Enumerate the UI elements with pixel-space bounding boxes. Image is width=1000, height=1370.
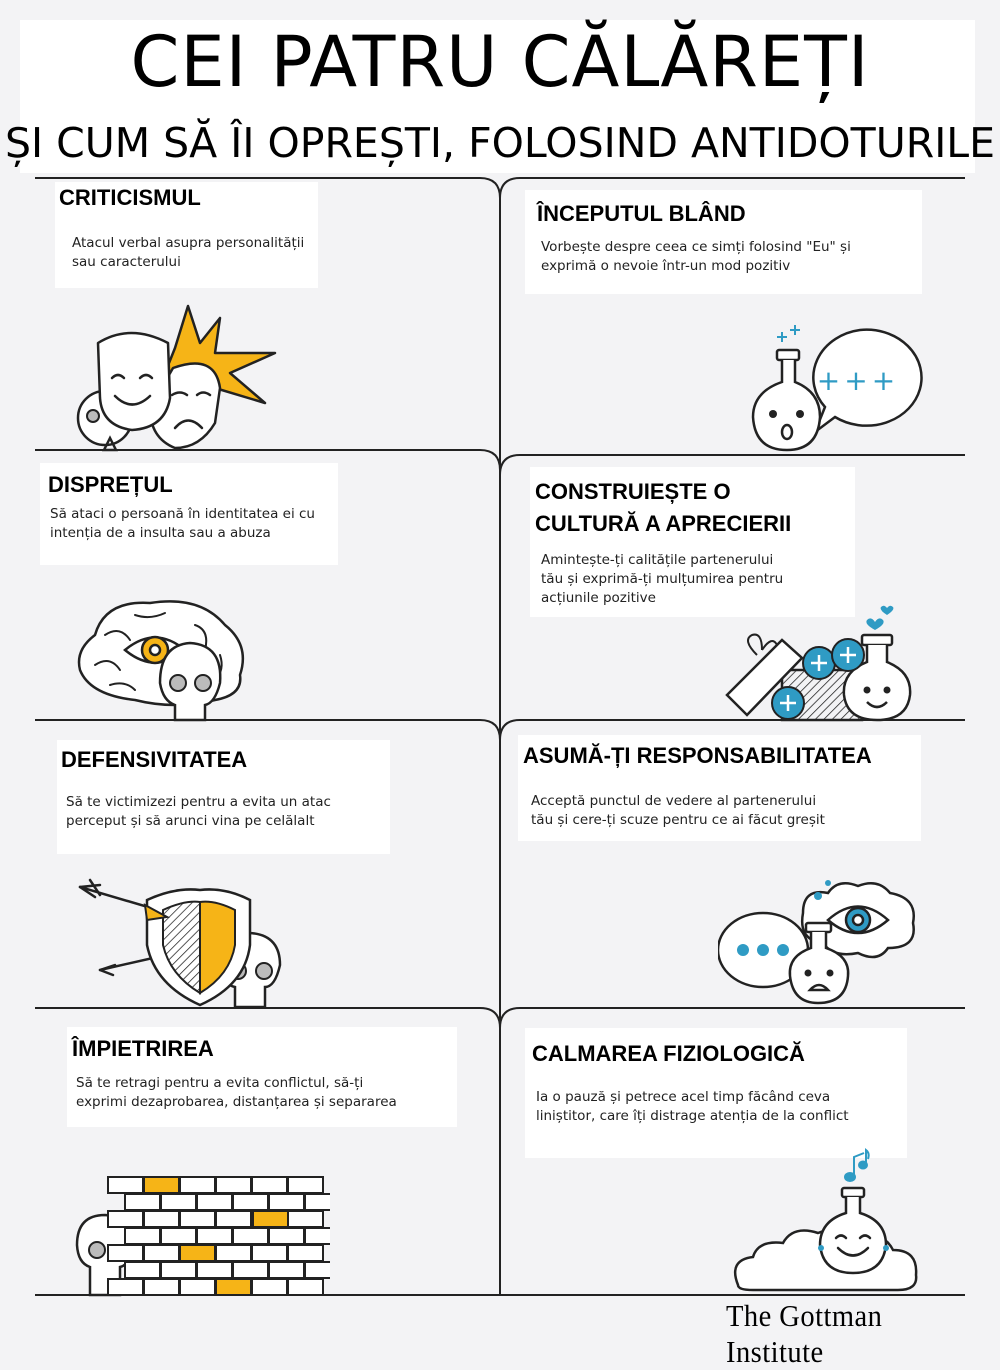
card-responsibility [518, 735, 921, 841]
card-contempt [40, 463, 338, 565]
gottman-logo: The Gottman Institute [726, 1298, 883, 1369]
card-appreciation [530, 467, 855, 617]
brick-wall-icon [75, 1175, 330, 1298]
flask-icon [745, 322, 925, 457]
card-heading: DISPREȚUL [48, 472, 173, 497]
card-description: Vorbește despre ceea ce simți folosind "Eu" și exprimă o nevoie într-un mod pozitiv [541, 239, 851, 274]
card-heading: CRITICISMUL [59, 185, 201, 210]
card-heading: CALMAREA FIZIOLOGICĂ [532, 1041, 805, 1066]
card-heading: ÎNCEPUTUL BLÂND [537, 201, 746, 226]
card-description: Să te retragi pentru a evita conflictul, să-ți exprimi dezaprobarea, distanțarea și separarea [76, 1075, 397, 1110]
card-heading: ÎMPIETRIREA [72, 1036, 214, 1061]
card-description: Să ataci o persoană în identitatea ei cu intenția de a insulta sau a abuza [50, 506, 315, 541]
card-self-soothing [525, 1028, 907, 1158]
thought-cloud-icon [718, 878, 918, 1008]
card-gentle-startup [525, 190, 922, 294]
page-title: CEI PATRU CĂLĂREȚI [130, 21, 870, 103]
card-description: Să te victimizezi pentru a evita un atac perceput și să arunci vina pe celălalt [66, 794, 331, 829]
card-criticism [55, 182, 318, 288]
shield-icon [75, 875, 290, 1010]
page-subtitle: ȘI CUM SĂ ÎI OPREȘTI, FOLOSIND ANTIDOTURILE [4, 119, 996, 167]
masks-icon [70, 298, 290, 453]
heart-icon [866, 618, 883, 630]
card-description: Atacul verbal asupra personalității sau caracterului [72, 235, 305, 270]
card-description: Ia o pauză și petrece acel timp făcând ceva liniștitor, care îți distrage atenția de la conflict [536, 1089, 849, 1124]
card-defensiveness [57, 740, 390, 854]
music-note-icon [845, 1150, 869, 1181]
cloud-icon [728, 1145, 923, 1295]
card-stonewalling [67, 1027, 457, 1127]
card-heading: CONSTRUIEȘTE O CULTURĂ A APRECIERII [535, 479, 792, 536]
card-description: Acceptă punctul de vedere al partenerului tău și cere-ți scuze pentru ce ai făcut greșit [531, 793, 825, 828]
brain-icon [75, 595, 250, 723]
gift-box-icon [722, 600, 922, 723]
card-heading: DEFENSIVITATEA [61, 747, 248, 772]
card-description: Amintește-ți calitățile partenerului tău și exprimă-ți mulțumirea pentru acțiunile pozitive [541, 552, 784, 606]
speech-bubble-text: +++ [816, 364, 900, 397]
card-heading: ASUMĂ-ȚI RESPONSABILITATEA [523, 743, 872, 768]
